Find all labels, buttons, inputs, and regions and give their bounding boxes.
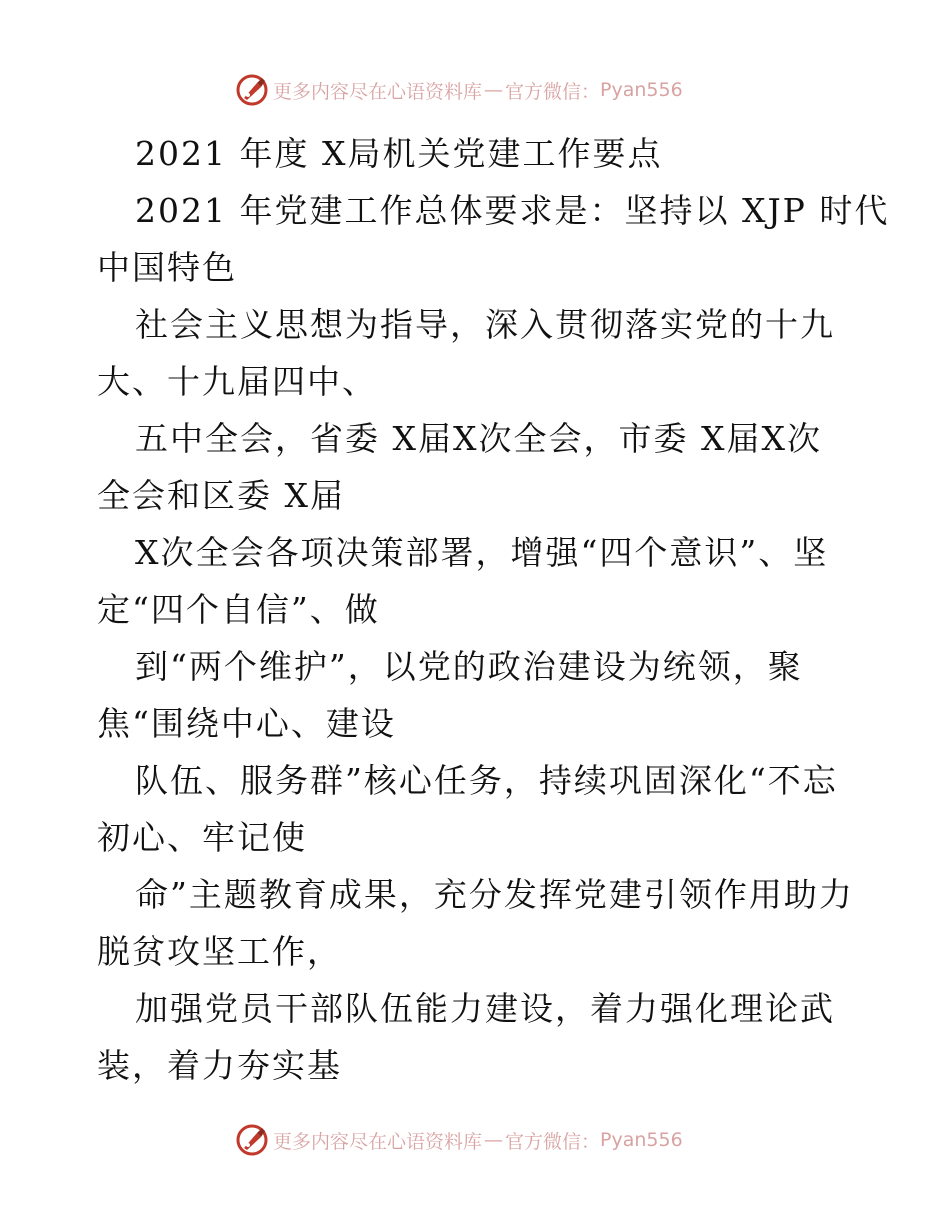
paragraph-line: 2021 年党建工作总体要求是：坚持以 XJP 时代 (135, 191, 890, 230)
pen-nib-logo-icon (235, 73, 269, 107)
paragraph-line: 脱贫攻坚工作， (97, 932, 342, 971)
paragraph-line: 初心、牢记使 (97, 818, 307, 857)
watermark-contact-id: Pyan556 (600, 79, 683, 101)
paragraph-line: 装，着力夯实基 (97, 1046, 342, 1085)
document-title: 2021 年度 X局机关党建工作要点 (135, 134, 663, 173)
paragraph-line: 加强党员干部队伍能力建设，着力强化理论武 (135, 989, 835, 1028)
paragraph-line: 大、十九届四中、 (97, 362, 377, 401)
paragraph-line: 中国特色 (97, 248, 237, 287)
paragraph-line: 到“两个维护”，以党的政治建设为统领，聚 (135, 647, 803, 686)
paragraph-line: 定“四个自信”、做 (97, 590, 380, 629)
watermark-site-text: 更多内容尽在心语资料库 (273, 80, 483, 103)
paragraph-line: X次全会各项决策部署，增强“四个意识”、坚 (135, 533, 829, 572)
watermark-contact-label: 官方微信： (505, 1130, 601, 1153)
watermark-site-text: 更多内容尽在心语资料库 (273, 1130, 483, 1153)
paragraph-line: 队伍、服务群”核心任务，持续巩固深化“不忘 (135, 761, 838, 800)
document-body (97, 125, 890, 1094)
watermark-separator: — (484, 79, 504, 101)
footer-watermark (235, 1122, 683, 1158)
paragraph-line: 社会主义思想为指导，深入贯彻落实党的十九 (135, 305, 835, 344)
watermark-contact-id: Pyan556 (600, 1129, 683, 1151)
pen-nib-logo-icon (235, 1123, 269, 1157)
watermark-contact-label: 官方微信： (505, 80, 601, 103)
paragraph-line: 命”主题教育成果，充分发挥党建引领作用助力 (135, 875, 854, 914)
paragraph-line: 全会和区委 X届 (97, 476, 345, 515)
header-watermark (235, 72, 683, 108)
watermark-separator: — (484, 1129, 504, 1151)
paragraph-line: 五中全会，省委 X届X次全会，市委 X届X次 (135, 419, 822, 458)
paragraph-line: 焦“围绕中心、建设 (97, 704, 396, 743)
